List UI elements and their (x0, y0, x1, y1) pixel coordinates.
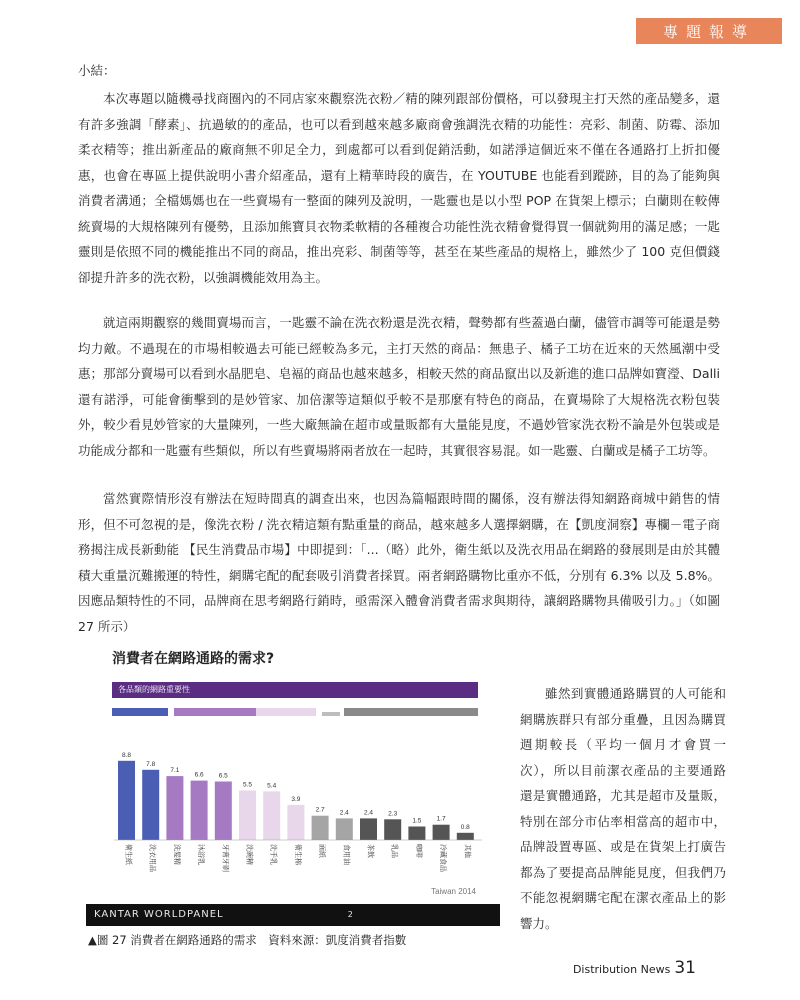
bar-13 (408, 827, 425, 841)
summary-title: 小結： (78, 63, 116, 78)
legend-segment-purple (174, 708, 256, 716)
category-label: 沐浴乳 (197, 844, 206, 865)
bar-3 (166, 776, 183, 840)
bar-value-label: 3.9 (291, 795, 301, 803)
footer-label: Distribution News (572, 963, 671, 976)
bar-2 (142, 770, 159, 840)
body-paragraph-3 (78, 486, 720, 639)
category-label: 衛生棉 (293, 844, 302, 865)
bar-12 (384, 819, 401, 840)
bar-5 (215, 782, 232, 841)
kantar-logo-bar (86, 904, 500, 926)
bar-value-label: 8.8 (121, 751, 132, 759)
chart-header: 各品類的網路重要性 (112, 682, 478, 698)
bar-value-label: 2.3 (388, 810, 398, 818)
category-label: 洗衣用品 (148, 844, 157, 872)
bar-1 (118, 761, 135, 840)
bar-value-label: 1.7 (436, 815, 446, 823)
bar-value-label: 0.8 (460, 823, 470, 831)
category-label: 衛生紙 (124, 844, 133, 865)
bar-chart (82, 672, 502, 900)
figure-caption: ▲圖 27 消費者在網路通路的需求 資料來源：凱度消費者指數 (88, 933, 407, 947)
legend-strip (112, 708, 478, 716)
section-badge: 專題報導 (636, 18, 782, 44)
chart-watermark: Taiwan 2014 (431, 887, 476, 896)
category-label: 食用油 (342, 844, 351, 865)
bar-value-label: 7.1 (170, 767, 180, 775)
category-label: 洗碗精 (245, 844, 254, 865)
bar-7 (263, 791, 280, 840)
bar-value-label: 5.4 (267, 782, 277, 790)
brand-page-number: 2 (347, 910, 354, 919)
bar-6 (239, 791, 256, 841)
bar-value-label: 6.6 (194, 771, 204, 779)
figure-title: 消費者在網路通路的需求? (112, 651, 275, 667)
side-paragraph: 雖然到實體通路購買的人可能和網購族群只有部分重疊，且因為購買週期較長（平均一個月才會買一次），所以目前潔衣產品的主要通路還是實體通路，尤其是超市及量販，特別在部分市佔率相當高的超市中，品牌設置專區、或是在貨架上打廣告都為了要提高品牌能見度，但我們乃不能忽視網購宅配在潔衣產品上的影響力。 (520, 686, 726, 931)
bar-value-label: 2.4 (339, 809, 349, 817)
bar-9 (312, 816, 329, 840)
paragraph-text: 本次專題以隨機尋找商圈內的不同店家來觀察洗衣粉／精的陳列跟部份價格，可以發現主打天然的產品變多，還有許多強調「酵素」、抗過敏的的產品，也可以看到越來越多廠商會強調洗衣精的功能性：亮彩、制菌、防霉、添加柔衣精等；推出新產品的廠商無不卯足全力，到處都可以看到促銷活動，如諾淨這個近來不僅在各通路打上折扣優惠，也會在專區上提供說明小書介紹產品，還有上精華時段的廣告，在 YOUTUBE 也能看到蹤跡，目的為了能夠與消費者溝通；全檔媽媽也在一些賣場有一整面的陳列及說明，一匙靈也是以小型 POP 在貨架上標示；白蘭則在較傳統賣場的大規格陳列有優勢，且添加熊寶貝衣物柔軟精的各種複合功能性洗衣精會覺得買一個就夠用的滿足感；一匙靈則是依照不同的機能推出不同的商品，推出亮彩、制菌等等，甚至在某些產品的規格上，雖然少了 100 克但價錢卻提升許多的洗衣粉，以強調機能效用為主。 (78, 91, 720, 285)
legend-segment-gray (322, 712, 340, 716)
bar-4 (191, 781, 208, 840)
bar-value-label: 5.5 (242, 781, 253, 789)
chart-figure (82, 672, 502, 930)
bar-value-label: 6.5 (218, 772, 228, 780)
side-column (520, 681, 726, 936)
category-label: 洗髮精 (172, 844, 181, 865)
bar-11 (360, 818, 377, 840)
bar-14 (433, 825, 450, 840)
bar-10 (336, 818, 353, 840)
bar-value-label: 2.4 (363, 809, 374, 817)
page-number: 31 (674, 958, 696, 978)
category-label: 茶飲 (366, 844, 375, 858)
legend-segment-blue (112, 708, 168, 716)
bar-8 (287, 805, 304, 840)
category-label: 面紙 (318, 844, 327, 858)
category-label: 乳品 (390, 844, 399, 858)
legend-segment-dark (344, 708, 478, 716)
bar-15 (457, 833, 474, 840)
category-label: 其他 (463, 844, 472, 858)
paragraph-text: 當然實際情形沒有辦法在短時間真的調查出來，也因為篇幅跟時間的關係，沒有辦法得知網路商城中銷售的情形，但不可忽視的是，像洗衣粉 / 洗衣精這類有點重量的商品，越來越多人選擇網購，在【凱度洞察】專欄－電子商務揭注成長新動能 【民生消費品市場】中即提到：「...（略）此外，衛生紙以及洗衣用品在網路的發展則是由於其體積大重量沉難搬運的特性，網購宅配的配套吸引消費者採買。兩者網路購物比重亦不低，分別有 6.3% 以及 5.8%。因應品類特性的不同，品牌商在思考網路行銷時，亟需深入體會消費者需求與期待，讓網路購物具備吸引力。」（如圖 27 所示） (78, 491, 720, 634)
category-label: 咖啡 (414, 844, 423, 858)
paragraph-text: 就這兩期觀察的幾間賣場而言，一匙靈不論在洗衣粉還是洗衣精，聲勢都有些蓋過白蘭，儘管市調等可能還是勢均力敵。不過現在的市場相較過去可能已經較為多元，主打天然的商品：無患子、橘子工坊在近來的天然風潮中受惠；那部分賣場可以看到水晶肥皂、皂褔的商品也越來越多，相較天然的商品竄出以及新進的進口品牌如寶瀅、Dalli 還有諾淨，可能會衝擊到的是妙管家、加倍潔等這類似乎較不是那麼有特色的商品，在賣場除了大規格洗衣粉包裝外，較少看見妙管家的大量陳列，一些大廠無論在超市或量販都有大量能見度，不過妙管家洗衣粉不論是外包裝或是功能成分都和一匙靈有些類似，所以有些賣場將兩者放在一起時，其實很容易混。如一匙靈、白蘭或是橘子工坊等。 (78, 315, 720, 458)
bar-value-label: 1.5 (412, 817, 422, 825)
category-label: 洗手乳 (269, 844, 278, 865)
legend-segment-lavender (256, 708, 316, 716)
category-label: 牙膏牙刷 (221, 844, 230, 872)
category-label: 冷藏食品 (439, 844, 448, 872)
body-paragraph-1 (78, 86, 720, 290)
bar-value-label: 7.8 (146, 760, 156, 768)
page-footer (573, 958, 696, 978)
body-paragraph-2 (78, 310, 720, 463)
bar-value-label: 2.7 (315, 806, 325, 814)
brand-logo-text: KANTAR WORLDPANEL (94, 909, 224, 920)
